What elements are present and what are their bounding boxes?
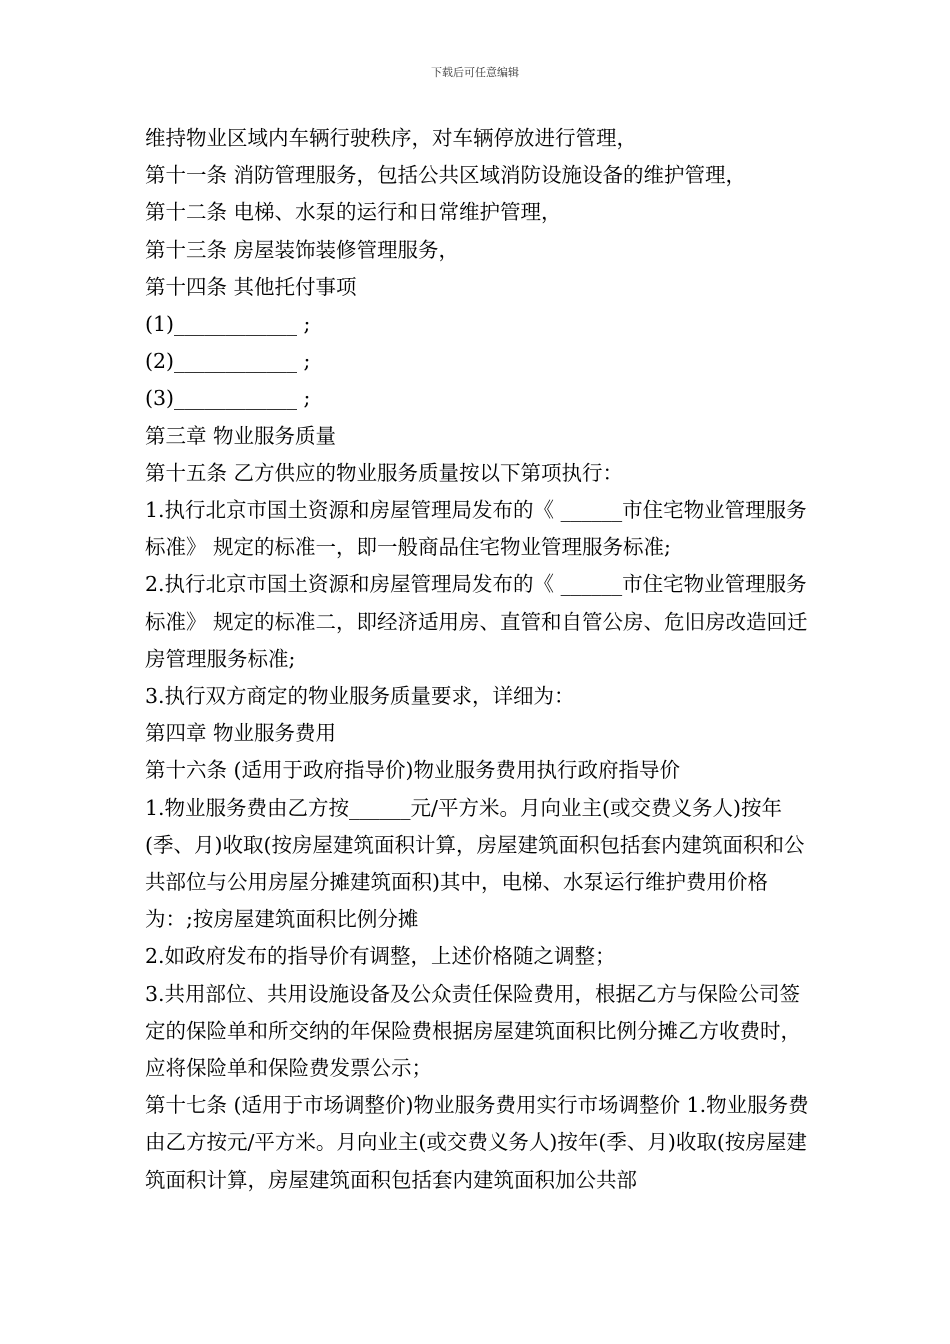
paragraph-article-15: 第十五条 乙方供应的物业服务质量按以下第项执行： (145, 460, 624, 485)
blank-item-1: (1)____________ ; (145, 312, 311, 337)
paragraph-article-14: 第十四条 其他托付事项 (145, 274, 357, 299)
standard-option-1: 1.执行北京市国土资源和房屋管理局发布的《 ______市住宅物业管理服务标准》 规定的标准一，即一般商品住宅物业管理服务标准; (145, 498, 807, 560)
fee-clause-2: 2.如政府发布的指导价有调整，上述价格随之调整； (145, 944, 616, 969)
paragraph-article-16: 第十六条 (适用于政府指导价)物业服务费用执行政府指导价 (145, 758, 681, 783)
standard-option-3: 3.执行双方商定的物业服务质量要求，详细为： (145, 684, 575, 709)
blank-item-3: (3)____________ ; (145, 386, 311, 411)
paragraph-article-11: 第十一条 消防管理服务，包括公共区域消防设施设备的维护管理， (145, 163, 747, 188)
paragraph-article-13: 第十三条 房屋装饰装修管理服务， (145, 237, 460, 262)
paragraph-article-12: 第十二条 电梯、水泵的运行和日常维护管理， (145, 200, 562, 225)
fee-clause-3: 3.共用部位、共用设施设备及公众责任保险费用，根据乙方与保险公司签定的保险单和所交纳的年保险费根据房屋建筑面积比例分摊乙方收费时，应将保险单和保险费发票公示； (145, 981, 801, 1081)
fee-clause-1: 1.物业服务费由乙方按______元/平方米。月向业主(或交费义务人)按年(季、月)收取(按房屋建筑面积计算，房屋建筑面积包括套内建筑面积和公共部位与公用房屋分摊建筑面积)其中，电梯、水泵运行维护费用价格为：;按房屋建筑面积比例分摊 (145, 795, 805, 932)
paragraph-vehicle-order: 维持物业区域内车辆行驶秩序，对车辆停放进行管理， (145, 126, 637, 150)
paragraph-article-17: 第十七条 (适用于市场调整价)物业服务费用实行市场调整价 1.物业服务费由乙方按元/平方米。月向业主(或交费义务人)按年(季、月)收取(按房屋建筑面积计算，房屋建筑面积包括套内建筑面积加公共部 (145, 1093, 809, 1192)
chapter-3-heading: 第三章 物业服务质量 (145, 423, 337, 448)
standard-option-2: 2.执行北京市国土资源和房屋管理局发布的《 ______市住宅物业管理服务标准》 规定的标准二，即经济适用房、直管和自管公房、危旧房改造回迁房管理服务标准; (145, 572, 808, 671)
page-header-note: 下载后可任意编辑 (431, 66, 519, 79)
blank-item-2: (2)____________ ; (145, 349, 311, 374)
document-body (145, 120, 810, 1199)
chapter-4-heading: 第四章 物业服务费用 (145, 721, 337, 746)
